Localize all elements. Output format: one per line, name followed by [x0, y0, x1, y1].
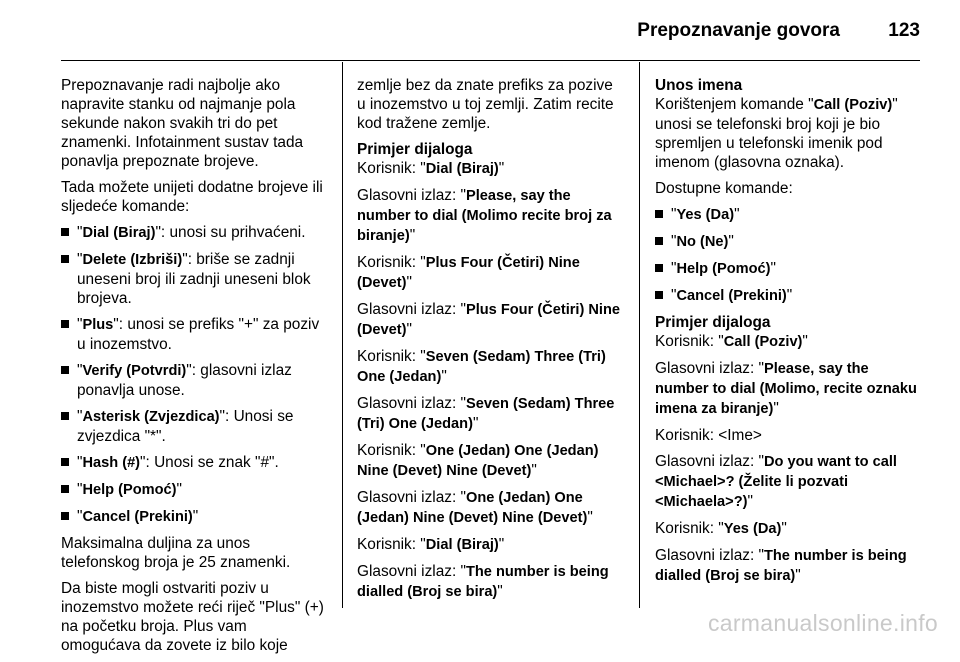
dialog-line: Glasovni izlaz: "The number is being dialled (Broj se bira)" [655, 547, 907, 584]
command-name: Call (Poziv) [813, 97, 893, 113]
bullet-icon [61, 512, 69, 520]
bullet-icon [61, 320, 69, 328]
list-item: "Cancel (Prekini)" [655, 286, 925, 306]
bullet-icon [655, 210, 663, 218]
dialog-line: Korisnik: "Seven (Sedam) Three (Tri) One (Jedan)" [357, 348, 606, 385]
list-item: "Help (Pomoć)" [61, 480, 327, 500]
command-desc: : Unosi se znak "#". [145, 454, 279, 471]
speaker-label: Glasovni izlaz: [655, 453, 759, 470]
command-desc: : unosi se prefiks "+" za poziv u inozemstvo. [77, 316, 320, 353]
speaker-label: Korisnik: [357, 536, 421, 553]
dialog-line: Korisnik: "Plus Four (Četiri) Nine (Devet)" [357, 254, 580, 291]
speaker-label: Korisnik: [357, 442, 421, 459]
command-desc: : unosi su prihvaćeni. [160, 224, 306, 241]
speaker-label: Korisnik: [655, 333, 719, 350]
dialog-text: Please, say the number to dial (Molimo recite broj za biranje) [357, 188, 612, 244]
list-item: "Delete (Izbriši)": briše se zadnji uneseni broj ili zadnji uneseni blok brojeva. [61, 250, 327, 308]
dialog-text: One (Jedan) One (Jedan) Nine (Devet) Nine (Devet) [357, 443, 599, 479]
dialog-text: One (Jedan) One (Jedan) Nine (Devet) Nine (Devet) [357, 490, 588, 526]
page-header [0, 0, 960, 62]
command-name: Plus [82, 317, 114, 333]
dialog-text: The number is being dialled (Broj se bira) [655, 548, 907, 584]
paragraph: Prepoznavanje radi najbolje ako napravite stanku od najmanje pola sekunde nakon svakih tri do pet znamenki. Infotainment sustav tada ponavlja prepoznate brojeve. [61, 77, 304, 170]
section-heading: Unos imena [655, 77, 743, 94]
command-name: Delete (Izbriši) [82, 252, 183, 268]
bullet-icon [61, 412, 69, 420]
dialog-line: Glasovni izlaz: "One (Jedan) One (Jedan) Nine (Devet) Nine (Devet)" [357, 489, 593, 526]
command-name: Help (Pomoć) [676, 261, 771, 277]
list-item: "No (Ne)" [655, 232, 925, 252]
dialog-line: Korisnik: "Call (Poziv)" [655, 333, 808, 350]
column-3 [655, 76, 925, 593]
speaker-label: Glasovni izlaz: [357, 489, 461, 506]
dialog-line: Glasovni izlaz: "The number is being dialled (Broj se bira)" [357, 563, 609, 600]
watermark: carmanualsonline.info [707, 610, 938, 636]
dialog-line: Korisnik: "Yes (Da)" [655, 520, 787, 537]
dialog-line: Glasovni izlaz: "Do you want to call <Michael>? (Želite li pozvati <Michaela>?)" [655, 453, 897, 510]
list-item: "Cancel (Prekini)" [61, 507, 327, 527]
dialog-text: Please, say the number to dial (Molimo, recite oznaku imena za biranje) [655, 361, 917, 417]
command-name: Cancel (Prekini) [676, 288, 787, 304]
dialog-text: Plus Four (Četiri) Nine (Devet) [357, 255, 580, 291]
dialog-line: Glasovni izlaz: "Plus Four (Četiri) Nine (Devet)" [357, 301, 621, 338]
command-name: Verify (Potvrdi) [82, 363, 187, 379]
list-item: "Help (Pomoć)" [655, 259, 925, 279]
speaker-label: Glasovni izlaz: [357, 301, 461, 318]
speaker-label: Glasovni izlaz: [655, 547, 759, 564]
command-desc: : Unosi se zvjezdica "*". [77, 408, 294, 445]
text-part: Korištenjem komande " [655, 96, 814, 113]
column-2 [357, 76, 625, 609]
speaker-label: Korisnik: [357, 160, 421, 177]
command-name: No (Ne) [676, 234, 729, 250]
dialog-line: Korisnik: "Dial (Biraj)" [357, 536, 505, 553]
dialog-text: Seven (Sedam) Three (Tri) One (Jedan) [357, 349, 606, 385]
bullet-icon [655, 291, 663, 299]
header-rule [61, 60, 920, 61]
dialog-text: Seven (Sedam) Three (Tri) One (Jedan) [357, 396, 615, 432]
section-heading: Primjer dijaloga [655, 314, 771, 331]
bullet-icon [61, 458, 69, 466]
dialog-line: Korisnik: "Dial (Biraj)" [357, 160, 505, 177]
speaker-label: Glasovni izlaz: [655, 360, 759, 377]
paragraph: Tada možete unijeti dodatne brojeve ili sljedeće komande: [61, 179, 323, 215]
text-part: " unosi se telefonski broj koji je bio spremljen u telefonski imenik pod imenom (glasovna oznaka). [655, 96, 898, 171]
bullet-icon [61, 485, 69, 493]
paragraph: Da biste mogli ostvariti poziv u inozemstvo možete reći riječ "Plus" (+) na početku broja. Plus vam omogućava da zovete iz bilo koje [61, 580, 324, 654]
column-1 [61, 76, 327, 662]
speaker-label: Glasovni izlaz: [357, 187, 461, 204]
dialog-text: Dial (Biraj) [425, 537, 499, 553]
paragraph: Maksimalna duljina za unos telefonskog broja je 25 znamenki. [61, 535, 291, 571]
dialog-text: The number is being dialled (Broj se bira) [357, 564, 609, 600]
dialog-line: Glasovni izlaz: "Please, say the number to dial (Molimo recite broj za biranje)" [357, 187, 612, 244]
list-item: "Verify (Potvrdi)": glasovni izlaz ponavlja unose. [61, 361, 327, 400]
dialog-line: Glasovni izlaz: "Please, say the number to dial (Molimo, recite oznaku imena za biranje)" [655, 360, 917, 417]
list-item: "Asterisk (Zvjezdica)": Unosi se zvjezdica "*". [61, 407, 327, 446]
dialog-line [655, 426, 925, 445]
command-name: Dial (Biraj) [82, 225, 156, 241]
speaker-label: Korisnik: [357, 348, 421, 365]
list-item: "Yes (Da)" [655, 205, 925, 225]
column-divider-2 [639, 62, 640, 608]
command-name: Asterisk (Zvjezdica) [82, 409, 220, 425]
command-list [655, 205, 925, 306]
paragraph [655, 95, 925, 172]
speaker-label: Glasovni izlaz: [357, 395, 461, 412]
speaker-label: Korisnik: [655, 520, 719, 537]
bullet-icon [61, 366, 69, 374]
dialog-text: Dial (Biraj) [425, 161, 499, 177]
bullet-icon [655, 264, 663, 272]
page-title: Prepoznavanje govora [637, 20, 840, 41]
dialog-line: Glasovni izlaz: "Seven (Sedam) Three (Tri) One (Jedan)" [357, 395, 615, 432]
list-item: "Hash (#)": Unosi se znak "#". [61, 453, 327, 473]
speaker-label: Korisnik: <Ime> [655, 427, 762, 444]
command-name: Yes (Da) [676, 207, 735, 223]
dialog-text: Call (Poziv) [723, 334, 803, 350]
bullet-icon [61, 255, 69, 263]
paragraph: zemlje bez da znate prefiks za pozive u inozemstvo u toj zemlji. Zatim recite kod tražene zemlje. [357, 77, 614, 132]
dialog-text: Yes (Da) [723, 521, 782, 537]
speaker-label: Korisnik: [357, 254, 421, 271]
dialog-line: Korisnik: "One (Jedan) One (Jedan) Nine (Devet) Nine (Devet)" [357, 442, 599, 479]
dialog-text: Do you want to call <Michael>? (Želite li pozvati <Michaela>?) [655, 454, 897, 510]
command-desc: : glasovni izlaz ponavlja unose. [77, 362, 292, 399]
paragraph: Dostupne komande: [655, 180, 793, 197]
list-item: "Plus": unosi se prefiks "+" za poziv u inozemstvo. [61, 315, 327, 354]
command-list [61, 223, 327, 527]
command-name: Cancel (Prekini) [82, 509, 193, 525]
list-item: "Dial (Biraj)": unosi su prihvaćeni. [61, 223, 327, 243]
section-heading: Primjer dijaloga [357, 141, 473, 158]
command-desc: : briše se zadnji uneseni broj ili zadnji uneseni blok brojeva. [77, 251, 311, 307]
command-name: Help (Pomoć) [82, 482, 177, 498]
command-name: Hash (#) [82, 455, 141, 471]
dialog-text: Plus Four (Četiri) Nine (Devet) [357, 302, 621, 338]
bullet-icon [61, 228, 69, 236]
bullet-icon [655, 237, 663, 245]
page-number: 123 [888, 20, 920, 41]
speaker-label: Glasovni izlaz: [357, 563, 461, 580]
column-divider-1 [342, 62, 343, 608]
